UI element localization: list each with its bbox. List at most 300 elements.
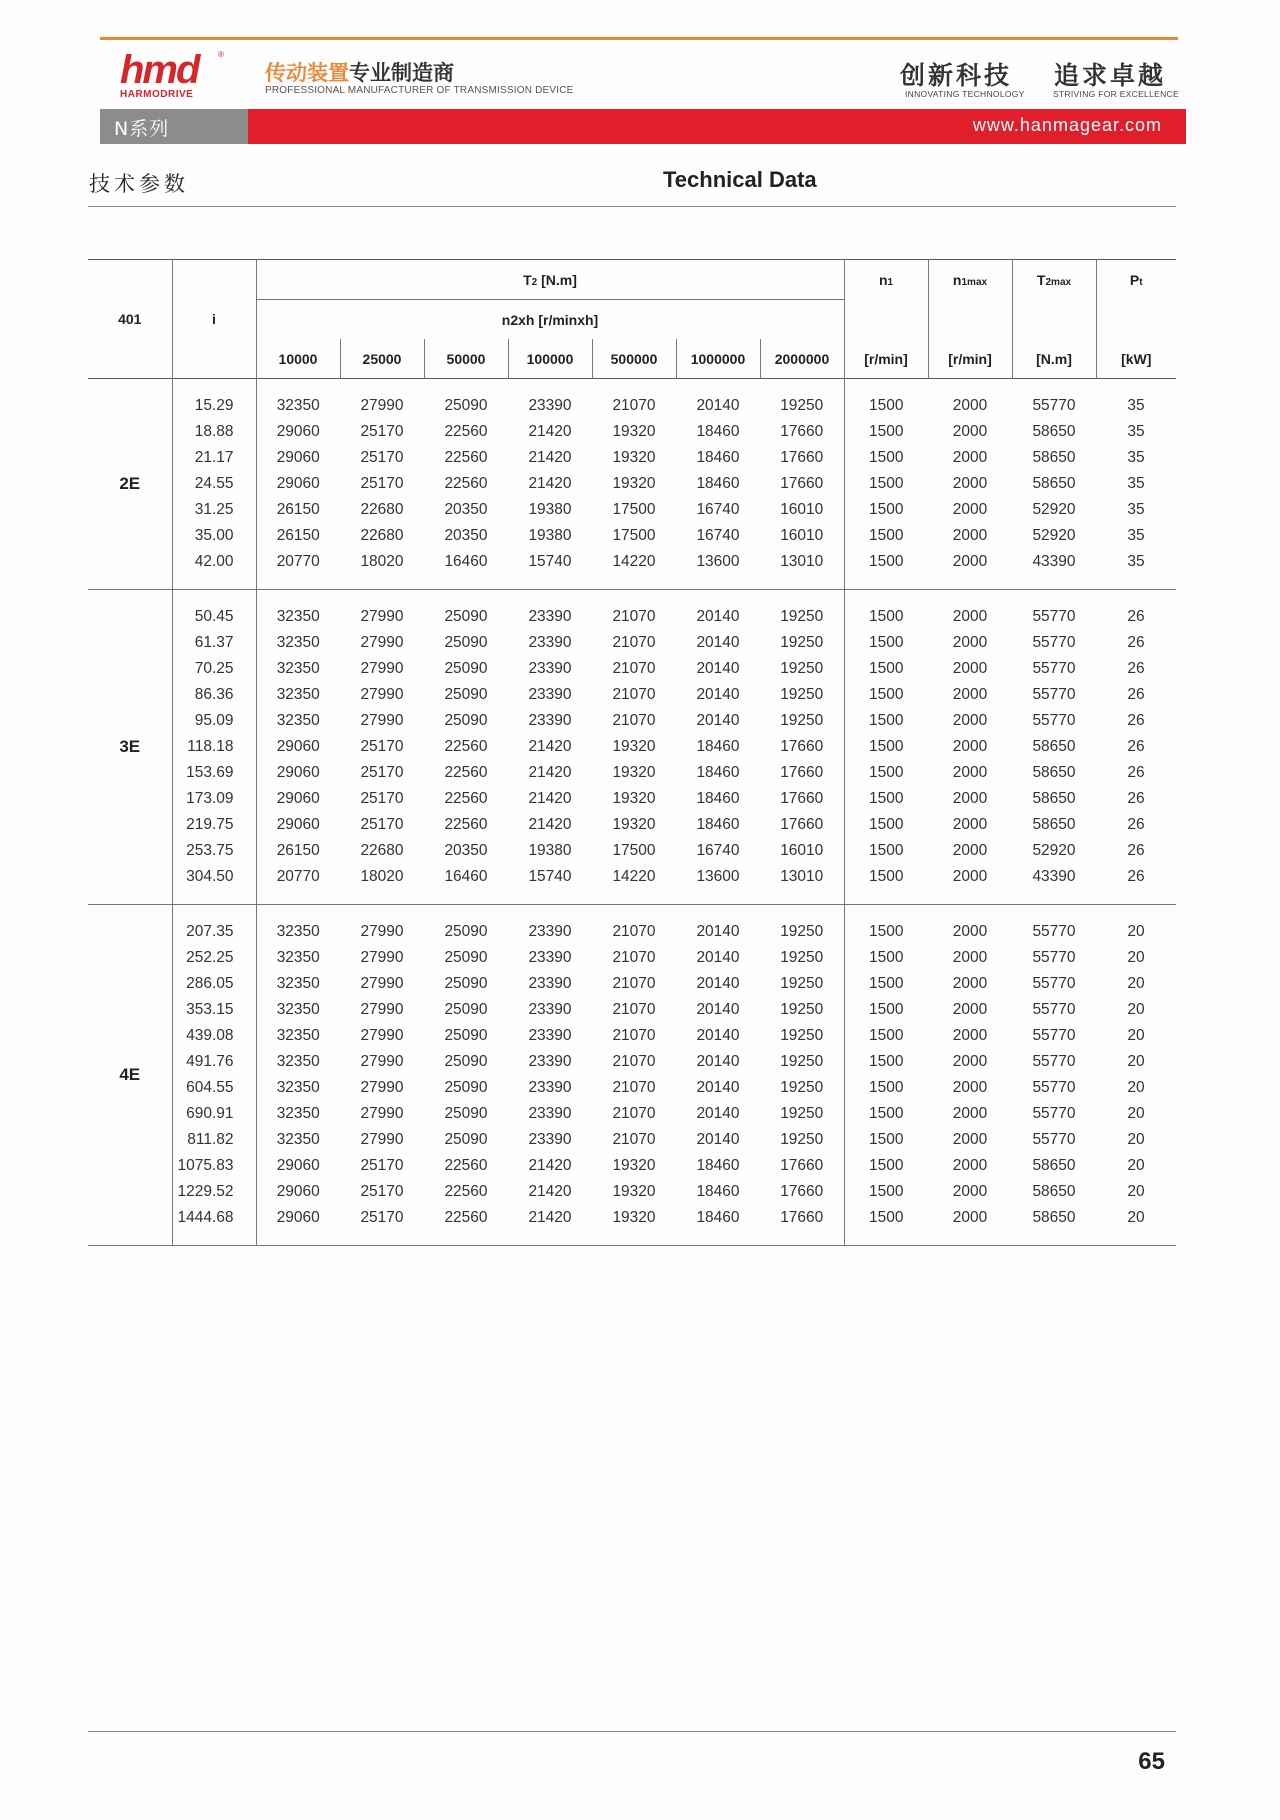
table-cell: 21420 xyxy=(528,1157,572,1174)
table-cell: 23390 xyxy=(528,608,572,625)
table-cell: 1500 xyxy=(844,445,928,471)
t2max-symbol: T xyxy=(1036,271,1046,288)
table-cell: 18460 xyxy=(696,816,740,833)
t2-unit: [N.m] xyxy=(537,271,577,288)
table-row xyxy=(88,471,1176,497)
table-cell: 26 xyxy=(1127,816,1145,833)
table-cell: 29060 xyxy=(276,790,320,807)
table-cell: 1500 xyxy=(844,393,928,419)
table-cell: 22560 xyxy=(444,738,488,755)
table-cell: 20140 xyxy=(696,1027,740,1044)
table-cell: 2000 xyxy=(952,1001,988,1018)
table-cell: 58650 xyxy=(1032,816,1076,833)
ratio-cell: 286.05 xyxy=(172,971,256,997)
table-cell: 29060 xyxy=(276,738,320,755)
table-cell: 17500 xyxy=(612,501,656,518)
table-cell: 20350 xyxy=(444,527,488,544)
table-cell: 25090 xyxy=(444,608,488,625)
table-cell: 26150 xyxy=(276,842,320,859)
table-cell: 2000 xyxy=(952,1209,988,1226)
ratio-cell: 70.25 xyxy=(172,656,256,682)
table-cell: 58650 xyxy=(1032,790,1076,807)
table-cell: 17660 xyxy=(780,475,824,492)
table-cell: 20140 xyxy=(696,660,740,677)
table-cell: 1500 xyxy=(844,812,928,838)
ratio-cell: 42.00 xyxy=(172,549,256,575)
table-cell: 32350 xyxy=(276,923,320,940)
stage-label: 3E xyxy=(119,737,141,756)
n2xh-value: 1000000 xyxy=(676,339,760,379)
table-cell: 20 xyxy=(1127,1209,1145,1226)
table-cell: 1500 xyxy=(844,838,928,864)
table-cell: 2000 xyxy=(952,527,988,544)
motto-striving: 追求卓越 xyxy=(1054,61,1167,90)
table-cell: 22560 xyxy=(444,1157,488,1174)
table-cell: 55770 xyxy=(1032,712,1076,729)
table-row xyxy=(88,1153,1176,1179)
ratio-cell: 86.36 xyxy=(172,682,256,708)
table-cell: 21420 xyxy=(528,764,572,781)
ratio-cell: 491.76 xyxy=(172,1049,256,1075)
motto-striving-en: STRIVING FOR EXCELLENCE xyxy=(1053,89,1179,99)
table-cell: 17660 xyxy=(780,816,824,833)
table-cell: 21070 xyxy=(612,712,656,729)
ratio-cell: 1444.68 xyxy=(172,1205,256,1231)
table-row xyxy=(88,656,1176,682)
table-cell: 1500 xyxy=(844,1049,928,1075)
table-cell: 26 xyxy=(1127,634,1145,651)
table-cell: 26150 xyxy=(276,501,320,518)
table-cell: 35 xyxy=(1127,501,1145,518)
ratio-cell: 31.25 xyxy=(172,497,256,523)
series-label: N系列 xyxy=(114,118,170,140)
table-cell: 19250 xyxy=(780,1001,824,1018)
table-cell: 23390 xyxy=(528,712,572,729)
table-cell: 25170 xyxy=(360,738,404,755)
slogan-cn xyxy=(265,57,454,87)
n1max-header xyxy=(928,260,1012,300)
website-link[interactable]: www.hanmagear.com xyxy=(972,115,1162,135)
table-cell: 19250 xyxy=(780,712,824,729)
table-cell: 17660 xyxy=(780,738,824,755)
table-cell: 20140 xyxy=(696,1079,740,1096)
table-cell: 2000 xyxy=(952,975,988,992)
table-cell: 29060 xyxy=(276,1157,320,1174)
table-cell: 25090 xyxy=(444,975,488,992)
table-cell: 13010 xyxy=(780,553,824,570)
table-cell: 2000 xyxy=(952,790,988,807)
table-cell: 2000 xyxy=(952,923,988,940)
table-cell: 20 xyxy=(1127,975,1145,992)
table-cell: 17660 xyxy=(780,790,824,807)
table-cell: 19380 xyxy=(528,501,572,518)
table-cell: 21420 xyxy=(528,475,572,492)
table-cell: 19320 xyxy=(612,1209,656,1226)
table-cell: 1500 xyxy=(844,523,928,549)
table-cell: 18020 xyxy=(360,553,404,570)
table-group-2e xyxy=(88,379,1176,590)
table-cell: 1500 xyxy=(844,471,928,497)
t2-subscript: 2 xyxy=(531,276,538,288)
n2xh-value: 2000000 xyxy=(760,339,844,379)
table-cell: 20 xyxy=(1127,1053,1145,1070)
table-cell: 23390 xyxy=(528,634,572,651)
ratio-cell: 24.55 xyxy=(172,471,256,497)
table-row xyxy=(88,708,1176,734)
table-cell: 43390 xyxy=(1032,553,1076,570)
table-cell: 26 xyxy=(1127,764,1145,781)
table-group-3e xyxy=(88,590,1176,905)
n2xh-value: 50000 xyxy=(424,339,508,379)
table-cell: 22560 xyxy=(444,1183,488,1200)
table-cell: 55770 xyxy=(1032,686,1076,703)
table-cell: 20350 xyxy=(444,501,488,518)
ratio-cell: 219.75 xyxy=(172,812,256,838)
table-cell: 18460 xyxy=(696,449,740,466)
table-row xyxy=(88,1049,1176,1075)
table-cell: 21070 xyxy=(612,949,656,966)
t2max-unit: [N.m] xyxy=(1012,339,1096,379)
table-cell: 35 xyxy=(1127,423,1145,440)
table-cell: 13010 xyxy=(780,868,824,885)
table-cell: 25170 xyxy=(360,790,404,807)
table-cell: 26 xyxy=(1127,842,1145,859)
table-cell: 19250 xyxy=(780,1131,824,1148)
table-cell: 26 xyxy=(1127,790,1145,807)
ratio-cell: 50.45 xyxy=(172,604,256,630)
table-cell: 19250 xyxy=(780,949,824,966)
table-cell: 16740 xyxy=(696,842,740,859)
table-cell: 27990 xyxy=(360,608,404,625)
table-cell: 19250 xyxy=(780,1027,824,1044)
table-cell: 29060 xyxy=(276,423,320,440)
table-cell: 1500 xyxy=(844,419,928,445)
table-cell: 18460 xyxy=(696,423,740,440)
table-cell: 20 xyxy=(1127,1001,1145,1018)
table-cell: 58650 xyxy=(1032,1157,1076,1174)
table-cell: 21420 xyxy=(528,790,572,807)
table-row xyxy=(88,786,1176,812)
table-cell: 21070 xyxy=(612,1001,656,1018)
table-cell: 20140 xyxy=(696,634,740,651)
table-cell: 19250 xyxy=(780,608,824,625)
table-cell: 13600 xyxy=(696,553,740,570)
table-cell: 55770 xyxy=(1032,1053,1076,1070)
table-cell: 55770 xyxy=(1032,608,1076,625)
table-row xyxy=(88,682,1176,708)
table-cell: 25170 xyxy=(360,1209,404,1226)
table-cell: 2000 xyxy=(952,1053,988,1070)
table-cell: 1500 xyxy=(844,708,928,734)
table-cell: 25170 xyxy=(360,1183,404,1200)
table-cell: 55770 xyxy=(1032,1105,1076,1122)
n2xh-value: 10000 xyxy=(256,339,340,379)
table-cell: 20 xyxy=(1127,1183,1145,1200)
motto-innovating: 创新科技 xyxy=(900,61,1013,90)
table-cell: 20770 xyxy=(276,868,320,885)
table-cell: 21420 xyxy=(528,449,572,466)
table-cell: 1500 xyxy=(844,997,928,1023)
table-row xyxy=(88,1075,1176,1101)
table-cell: 29060 xyxy=(276,816,320,833)
table-cell: 55770 xyxy=(1032,975,1076,992)
table-cell: 19320 xyxy=(612,423,656,440)
table-cell: 19250 xyxy=(780,1105,824,1122)
table-cell: 32350 xyxy=(276,949,320,966)
table-cell: 25090 xyxy=(444,923,488,940)
table-cell: 26 xyxy=(1127,608,1145,625)
table-cell: 25170 xyxy=(360,423,404,440)
ratio-cell: 690.91 xyxy=(172,1101,256,1127)
table-cell: 25090 xyxy=(444,1079,488,1096)
table-cell: 26 xyxy=(1127,686,1145,703)
table-cell: 19320 xyxy=(612,764,656,781)
table-cell: 35 xyxy=(1127,397,1145,414)
table-cell: 20140 xyxy=(696,608,740,625)
table-cell: 21420 xyxy=(528,738,572,755)
table-row xyxy=(88,523,1176,549)
table-row xyxy=(88,1023,1176,1049)
table-cell: 27990 xyxy=(360,397,404,414)
table-cell: 19250 xyxy=(780,686,824,703)
table-cell: 25170 xyxy=(360,816,404,833)
ratio-cell: 1075.83 xyxy=(172,1153,256,1179)
table-cell: 18460 xyxy=(696,738,740,755)
table-cell: 23390 xyxy=(528,1079,572,1096)
table-cell: 2000 xyxy=(952,608,988,625)
table-cell: 32350 xyxy=(276,1001,320,1018)
footer-divider xyxy=(88,1731,1176,1732)
pt-symbol: P xyxy=(1129,271,1140,288)
table-cell: 21420 xyxy=(528,423,572,440)
n1max-unit: [r/min] xyxy=(928,339,1012,379)
table-cell: 26 xyxy=(1127,868,1145,885)
table-cell: 43390 xyxy=(1032,868,1076,885)
table-cell: 18460 xyxy=(696,790,740,807)
table-cell: 55770 xyxy=(1032,949,1076,966)
table-cell: 29060 xyxy=(276,764,320,781)
table-cell: 20140 xyxy=(696,949,740,966)
table-row xyxy=(88,945,1176,971)
table-cell: 52920 xyxy=(1032,501,1076,518)
table-cell: 2000 xyxy=(952,634,988,651)
table-cell: 58650 xyxy=(1032,449,1076,466)
table-cell: 27990 xyxy=(360,1105,404,1122)
table-cell: 58650 xyxy=(1032,475,1076,492)
table-cell: 18460 xyxy=(696,475,740,492)
table-cell: 20140 xyxy=(696,1131,740,1148)
table-cell: 27990 xyxy=(360,1001,404,1018)
ratio-cell: 18.88 xyxy=(172,419,256,445)
table-cell: 25090 xyxy=(444,1053,488,1070)
table-cell: 21070 xyxy=(612,397,656,414)
table-cell: 21070 xyxy=(612,686,656,703)
table-cell: 25090 xyxy=(444,660,488,677)
ratio-cell: 153.69 xyxy=(172,760,256,786)
company-logo xyxy=(120,50,230,102)
table-cell: 16740 xyxy=(696,501,740,518)
n2xh-value: 25000 xyxy=(340,339,424,379)
table-cell: 21070 xyxy=(612,1053,656,1070)
table-cell: 23390 xyxy=(528,660,572,677)
table-cell: 25090 xyxy=(444,1001,488,1018)
table-cell: 22560 xyxy=(444,423,488,440)
table-cell: 20140 xyxy=(696,1053,740,1070)
table-cell: 52920 xyxy=(1032,527,1076,544)
table-cell: 17660 xyxy=(780,1183,824,1200)
table-cell: 27990 xyxy=(360,686,404,703)
table-cell: 19250 xyxy=(780,923,824,940)
table-cell: 2000 xyxy=(952,712,988,729)
table-cell: 32350 xyxy=(276,1079,320,1096)
table-cell: 19320 xyxy=(612,1183,656,1200)
table-cell: 21070 xyxy=(612,1131,656,1148)
table-cell: 1500 xyxy=(844,760,928,786)
table-cell: 22560 xyxy=(444,790,488,807)
slogan-cn-part2: 专业制造商 xyxy=(349,61,454,85)
table-cell: 2000 xyxy=(952,501,988,518)
table-cell: 20140 xyxy=(696,712,740,729)
table-cell: 23390 xyxy=(528,1131,572,1148)
table-cell: 2000 xyxy=(952,686,988,703)
table-cell: 2000 xyxy=(952,660,988,677)
table-cell: 20140 xyxy=(696,397,740,414)
table-cell: 14220 xyxy=(612,868,656,885)
table-row xyxy=(88,549,1176,575)
pt-header xyxy=(1096,260,1176,300)
pt-unit: [kW] xyxy=(1096,339,1176,379)
table-cell: 2000 xyxy=(952,1183,988,1200)
ratio-cell: 21.17 xyxy=(172,445,256,471)
table-cell: 26 xyxy=(1127,712,1145,729)
table-row xyxy=(88,1127,1176,1153)
title-divider xyxy=(88,206,1176,207)
table-cell: 18020 xyxy=(360,868,404,885)
table-cell: 35 xyxy=(1127,475,1145,492)
table-cell: 2000 xyxy=(952,949,988,966)
table-cell: 21420 xyxy=(528,1209,572,1226)
table-cell: 26150 xyxy=(276,527,320,544)
table-cell: 1500 xyxy=(844,1179,928,1205)
table-row xyxy=(88,812,1176,838)
table-cell: 14220 xyxy=(612,553,656,570)
stage-label: 4E xyxy=(119,1065,141,1084)
ratio-cell: 304.50 xyxy=(172,864,256,890)
table-cell: 27990 xyxy=(360,1131,404,1148)
table-cell: 25090 xyxy=(444,1131,488,1148)
ratio-cell: 439.08 xyxy=(172,1023,256,1049)
table-cell: 18460 xyxy=(696,1157,740,1174)
table-row xyxy=(88,1101,1176,1127)
table-cell: 21420 xyxy=(528,1183,572,1200)
table-cell: 19250 xyxy=(780,1053,824,1070)
table-cell: 55770 xyxy=(1032,923,1076,940)
table-cell: 19320 xyxy=(612,475,656,492)
table-cell: 22560 xyxy=(444,475,488,492)
table-cell: 2000 xyxy=(952,475,988,492)
table-cell: 25170 xyxy=(360,764,404,781)
table-cell: 2000 xyxy=(952,449,988,466)
table-cell: 27990 xyxy=(360,660,404,677)
table-cell: 23390 xyxy=(528,1105,572,1122)
table-cell: 19250 xyxy=(780,975,824,992)
table-cell: 2000 xyxy=(952,842,988,859)
n1-subscript: 1 xyxy=(887,276,894,288)
table-cell: 20140 xyxy=(696,923,740,940)
table-cell: 32350 xyxy=(276,397,320,414)
table-cell: 2000 xyxy=(952,764,988,781)
table-cell: 1500 xyxy=(844,945,928,971)
table-row xyxy=(88,1205,1176,1231)
stage-label: 2E xyxy=(119,474,141,493)
t2-header xyxy=(256,260,844,300)
table-cell: 23390 xyxy=(528,1053,572,1070)
table-cell: 23390 xyxy=(528,949,572,966)
table-cell: 35 xyxy=(1127,553,1145,570)
table-cell: 1500 xyxy=(844,1101,928,1127)
table-cell: 23390 xyxy=(528,923,572,940)
table-row xyxy=(88,760,1176,786)
table-cell: 23390 xyxy=(528,397,572,414)
table-cell: 25090 xyxy=(444,1027,488,1044)
table-cell: 21070 xyxy=(612,1105,656,1122)
table-cell: 25090 xyxy=(444,397,488,414)
table-cell: 58650 xyxy=(1032,1209,1076,1226)
slogan-cn-part1: 传动装置 xyxy=(265,61,349,85)
table-cell: 17660 xyxy=(780,1157,824,1174)
table-cell: 25170 xyxy=(360,449,404,466)
table-cell: 23390 xyxy=(528,1001,572,1018)
table-row xyxy=(88,497,1176,523)
table-cell: 25090 xyxy=(444,686,488,703)
table-cell: 19320 xyxy=(612,1157,656,1174)
table-cell: 21420 xyxy=(528,816,572,833)
table-cell: 22680 xyxy=(360,501,404,518)
ratio-cell: 118.18 xyxy=(172,734,256,760)
motto-innovating-en: INNOVATING TECHNOLOGY xyxy=(905,89,1025,99)
table-cell: 25170 xyxy=(360,1157,404,1174)
table-cell: 13600 xyxy=(696,868,740,885)
table-cell: 20140 xyxy=(696,1105,740,1122)
table-group-4e xyxy=(88,905,1176,1246)
table-cell: 27990 xyxy=(360,949,404,966)
table-cell: 2000 xyxy=(952,738,988,755)
table-cell: 32350 xyxy=(276,686,320,703)
table-cell: 1500 xyxy=(844,1153,928,1179)
table-cell: 32350 xyxy=(276,712,320,729)
table-row xyxy=(88,445,1176,471)
table-cell: 18460 xyxy=(696,1209,740,1226)
ratio-cell: 252.25 xyxy=(172,945,256,971)
n1-symbol: n xyxy=(878,271,888,288)
table-cell: 2000 xyxy=(952,816,988,833)
table-row xyxy=(88,1179,1176,1205)
table-cell: 21070 xyxy=(612,1079,656,1096)
table-cell: 16010 xyxy=(780,527,824,544)
table-cell: 2000 xyxy=(952,1131,988,1148)
table-cell: 1500 xyxy=(844,864,928,890)
logo-mark: hmd xyxy=(120,48,199,92)
table-row xyxy=(88,838,1176,864)
table-cell: 21070 xyxy=(612,923,656,940)
table-cell: 1500 xyxy=(844,734,928,760)
table-cell: 27990 xyxy=(360,1053,404,1070)
table-cell: 1500 xyxy=(844,630,928,656)
table-cell: 32350 xyxy=(276,1053,320,1070)
table-cell: 19250 xyxy=(780,397,824,414)
table-cell: 55770 xyxy=(1032,397,1076,414)
n1-header xyxy=(844,260,928,300)
